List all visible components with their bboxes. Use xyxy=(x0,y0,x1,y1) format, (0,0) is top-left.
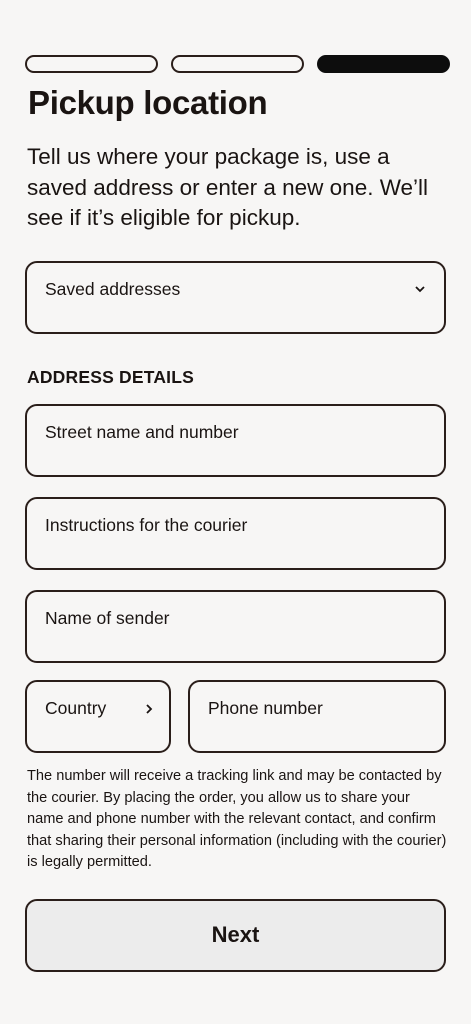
street-placeholder: Street name and number xyxy=(45,422,239,442)
address-details-heading: ADDRESS DETAILS xyxy=(27,367,194,387)
saved-addresses-label: Saved addresses xyxy=(45,279,181,299)
street-field[interactable] xyxy=(25,404,446,477)
courier-instructions-field[interactable] xyxy=(25,497,446,570)
phone-number-field[interactable] xyxy=(188,680,446,753)
next-button[interactable]: Next xyxy=(25,899,446,972)
page-subtitle: Tell us where your package is, use a saved address or enter a new one. We’ll see if it’s eligible for pickup. xyxy=(27,144,429,230)
phone-number-placeholder: Phone number xyxy=(208,698,323,718)
chevron-down-icon xyxy=(414,281,426,299)
progress-step-1 xyxy=(25,55,158,73)
progress-step-2 xyxy=(171,55,304,73)
saved-addresses-dropdown[interactable] xyxy=(25,261,446,334)
sender-name-field[interactable] xyxy=(25,590,446,663)
progress-indicator xyxy=(25,55,450,73)
progress-step-3-active xyxy=(317,55,450,73)
country-selector[interactable] xyxy=(25,680,171,753)
page-title: Pickup location xyxy=(28,84,268,121)
chevron-right-icon xyxy=(144,702,154,720)
sender-name-placeholder: Name of sender xyxy=(45,608,170,628)
legal-disclaimer: The number will receive a tracking link and may be contacted by the courier. By placing the order, you allow us to share your name and phone number with the relevant contact, and confirm that sharing their personal information (including with the courier) is legally permitted. xyxy=(27,768,447,871)
country-label: Country xyxy=(45,698,107,718)
courier-instructions-placeholder: Instructions for the courier xyxy=(45,515,248,535)
